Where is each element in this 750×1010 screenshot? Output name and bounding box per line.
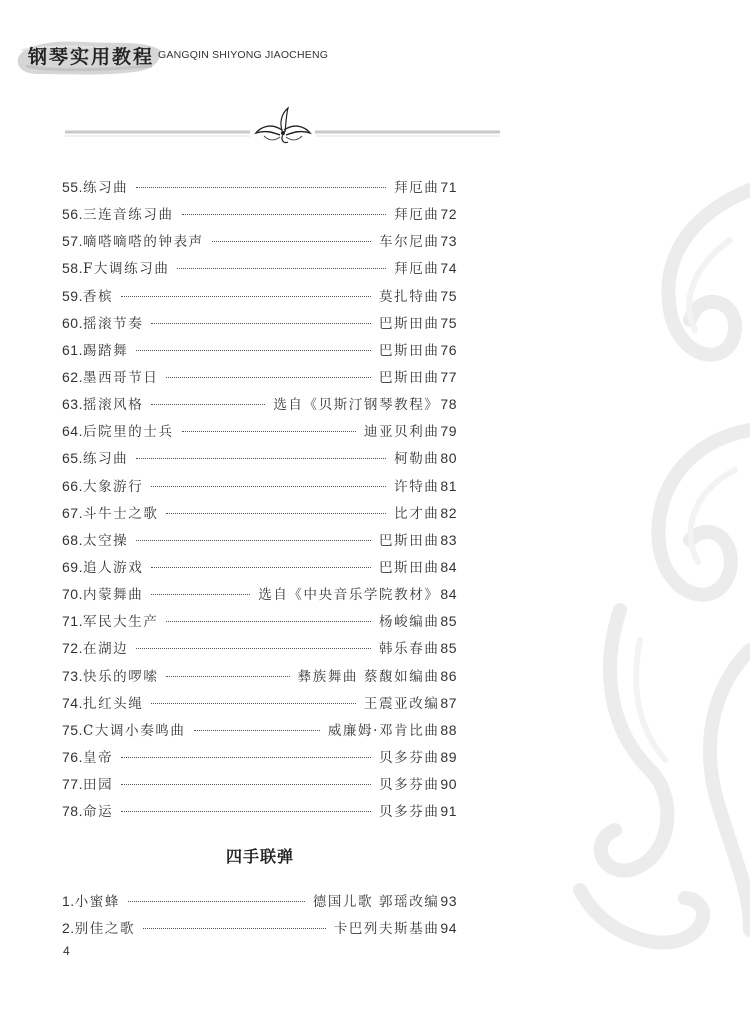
entry-title: 练习曲 (82, 451, 129, 468)
toc-entry[interactable] (62, 285, 457, 312)
entry-title: 三连音练习曲 (82, 207, 174, 224)
entry-composer: 巴斯田曲 (379, 369, 440, 386)
entry-page-number: 71 (440, 179, 457, 195)
entry-title: C大调小奏鸣曲 (82, 722, 186, 739)
entry-title: 在湖边 (82, 641, 129, 658)
entry-number: 67. (62, 504, 83, 521)
entry-page-number: 82 (440, 504, 457, 521)
toc-entry[interactable] (62, 556, 457, 583)
dot-leader (136, 540, 371, 541)
entry-page-number: 77 (440, 368, 457, 385)
dot-leader (136, 648, 371, 649)
entry-title: 皇帝 (82, 749, 114, 766)
entry-composer: 贝多芬曲 (379, 777, 440, 794)
entry-page-number: 83 (440, 531, 457, 548)
toc-entry[interactable] (62, 203, 457, 230)
toc-entry[interactable] (62, 890, 457, 917)
entry-composer: 拜厄曲 (394, 261, 440, 278)
table-of-contents (62, 176, 457, 827)
entry-composer: 莫扎特曲 (379, 288, 440, 305)
entry-number: 1. (62, 893, 75, 909)
entry-composer: 贝多芬曲 (379, 749, 440, 766)
dot-leader (212, 241, 371, 242)
entry-number: 60. (62, 314, 83, 331)
page-number: 4 (63, 944, 70, 958)
toc-entry[interactable] (62, 610, 457, 637)
entry-number: 65. (62, 450, 83, 467)
entry-number: 57. (62, 233, 83, 250)
table-of-contents-four-hands (62, 890, 457, 944)
entry-title: 摇滚风格 (82, 397, 144, 414)
entry-composer: 拜厄曲 (394, 207, 440, 224)
dot-leader (151, 567, 371, 568)
entry-number: 66. (62, 477, 83, 494)
entry-composer: 威廉姆·邓肯比曲 (327, 722, 440, 739)
toc-entry[interactable] (62, 312, 457, 339)
entry-number: 78. (62, 803, 83, 820)
dot-leader (166, 513, 386, 514)
entry-number: 70. (62, 586, 83, 603)
section-heading-four-hands: 四手联弹 (226, 847, 295, 866)
dot-leader (121, 296, 371, 297)
entry-composer: 柯勒曲 (394, 451, 440, 468)
entry-title: 军民大生产 (82, 614, 159, 631)
dot-leader (143, 928, 326, 929)
entry-number: 63. (62, 396, 83, 413)
toc-entry[interactable] (62, 447, 457, 474)
entry-page-number: 76 (440, 341, 457, 358)
entry-page-number: 78 (440, 396, 457, 413)
entry-title: 内蒙舞曲 (82, 587, 144, 604)
entry-title: F大调练习曲 (82, 261, 170, 278)
entry-number: 68. (62, 531, 83, 548)
ornament-divider (60, 100, 505, 150)
entry-number: 69. (62, 558, 83, 575)
dot-leader (121, 811, 371, 812)
toc-entry[interactable] (62, 420, 457, 447)
entry-page-number: 89 (440, 748, 457, 765)
entry-composer: 巴斯田曲 (379, 532, 440, 549)
toc-entry[interactable] (62, 583, 457, 610)
entry-page-number: 84 (440, 558, 457, 575)
entry-composer: 巴斯田曲 (379, 315, 440, 332)
toc-entry[interactable] (62, 475, 457, 502)
entry-page-number: 72 (440, 206, 457, 223)
entry-title: 练习曲 (82, 180, 129, 196)
dot-leader (136, 458, 386, 459)
entry-page-number: 85 (440, 613, 457, 630)
entry-number: 56. (62, 206, 83, 223)
entry-composer: 王震亚改编 (363, 695, 440, 712)
entry-title: 别佳之歌 (74, 921, 136, 938)
dot-leader (136, 350, 371, 351)
toc-entry[interactable] (62, 393, 457, 420)
dot-leader (136, 187, 386, 188)
toc-entry[interactable] (62, 366, 457, 393)
toc-entry[interactable] (62, 773, 457, 800)
entry-number: 62. (62, 368, 83, 385)
entry-composer: 德国儿歌 郭瑶改编 (312, 894, 440, 910)
entry-number: 76. (62, 748, 83, 765)
entry-page-number: 88 (440, 721, 457, 738)
entry-number: 77. (62, 776, 83, 793)
entry-composer: 许特曲 (394, 478, 440, 495)
toc-entry[interactable] (62, 692, 457, 719)
dot-leader (151, 486, 386, 487)
entry-page-number: 93 (440, 893, 457, 909)
entry-number: 64. (62, 423, 83, 440)
entry-composer: 车尔尼曲 (379, 234, 440, 251)
toc-entry[interactable] (62, 800, 457, 827)
entry-number: 58. (62, 260, 83, 277)
entry-composer: 选自《贝斯汀钢琴教程》 (273, 397, 440, 414)
dot-leader (166, 377, 371, 378)
dot-leader (166, 676, 289, 677)
dot-leader (182, 214, 387, 215)
entry-page-number: 94 (440, 920, 457, 937)
entry-number: 59. (62, 287, 83, 304)
entry-title: 田园 (82, 777, 114, 794)
entry-title: 嘀嗒嘀嗒的钟表声 (82, 234, 204, 251)
entry-title: 命运 (82, 804, 114, 821)
entry-title: 墨西哥节日 (82, 369, 159, 386)
entry-title: 踢踏舞 (82, 342, 129, 359)
entry-composer: 贝多芬曲 (379, 804, 440, 821)
entry-number: 73. (62, 667, 83, 684)
toc-entry[interactable] (62, 529, 457, 556)
entry-composer: 韩乐春曲 (379, 641, 440, 658)
dot-leader (182, 431, 356, 432)
entry-composer: 彝族舞曲 蔡馥如编曲 (297, 668, 440, 685)
toc-entry[interactable] (62, 637, 457, 664)
entry-page-number: 75 (440, 287, 457, 304)
entry-page-number: 90 (440, 776, 457, 793)
entry-title: 快乐的啰嗦 (82, 668, 159, 685)
toc-entry[interactable] (62, 665, 457, 692)
dot-leader (166, 621, 371, 622)
entry-page-number: 75 (440, 314, 457, 331)
dot-leader (151, 404, 265, 405)
entry-composer: 巴斯田曲 (379, 559, 440, 576)
entry-page-number: 84 (440, 586, 457, 603)
entry-page-number: 73 (440, 233, 457, 250)
entry-page-number: 80 (440, 450, 457, 467)
entry-number: 74. (62, 694, 83, 711)
entry-number: 55. (62, 179, 83, 195)
entry-composer: 迪亚贝利曲 (363, 424, 440, 441)
entry-title: 斗牛士之歌 (82, 505, 159, 522)
entry-page-number: 91 (440, 803, 457, 820)
toc-entry[interactable] (62, 230, 457, 257)
entry-page-number: 81 (440, 477, 457, 494)
dot-leader (177, 268, 386, 269)
decorative-swirl (560, 170, 750, 1010)
dot-leader (121, 757, 371, 758)
entry-title: 后院里的士兵 (82, 424, 174, 441)
entry-number: 2. (62, 920, 75, 937)
toc-entry[interactable] (62, 746, 457, 773)
entry-number: 71. (62, 613, 83, 630)
toc-entry[interactable] (62, 339, 457, 366)
entry-number: 72. (62, 640, 83, 657)
entry-title: 太空操 (82, 532, 129, 549)
book-title: 钢琴实用教程 (28, 46, 155, 68)
entry-composer: 选自《中央音乐学院教材》 (258, 587, 440, 604)
entry-page-number: 74 (440, 260, 457, 277)
entry-composer: 巴斯田曲 (379, 342, 440, 359)
toc-entry[interactable] (62, 917, 457, 944)
entry-page-number: 87 (440, 694, 457, 711)
dot-leader (151, 594, 250, 595)
toc-entry[interactable] (62, 257, 457, 284)
book-title-pinyin: GANGQIN SHIYONG JIAOCHENG (158, 49, 329, 61)
entry-number: 61. (62, 341, 83, 358)
toc-entry[interactable] (62, 502, 457, 529)
dot-leader (128, 901, 305, 902)
entry-title: 追人游戏 (82, 559, 144, 576)
entry-title: 小蜜蜂 (74, 894, 120, 910)
entry-title: 大象游行 (82, 478, 144, 495)
entry-title: 香槟 (82, 288, 114, 305)
entry-composer: 杨峻编曲 (379, 614, 440, 631)
entry-composer: 拜厄曲 (394, 180, 440, 196)
dot-leader (121, 784, 371, 785)
dot-leader (194, 730, 320, 731)
toc-entry[interactable] (62, 176, 457, 203)
entry-number: 75. (62, 721, 83, 738)
entry-title: 扎红头绳 (82, 695, 144, 712)
entry-title: 摇滚节奏 (82, 315, 144, 332)
entry-composer: 卡巴列夫斯基曲 (333, 921, 440, 938)
dot-leader (151, 703, 356, 704)
entry-page-number: 79 (440, 423, 457, 440)
entry-page-number: 86 (440, 667, 457, 684)
dot-leader (151, 323, 371, 324)
toc-entry[interactable] (62, 719, 457, 746)
entry-page-number: 85 (440, 640, 457, 657)
entry-composer: 比才曲 (394, 505, 440, 522)
